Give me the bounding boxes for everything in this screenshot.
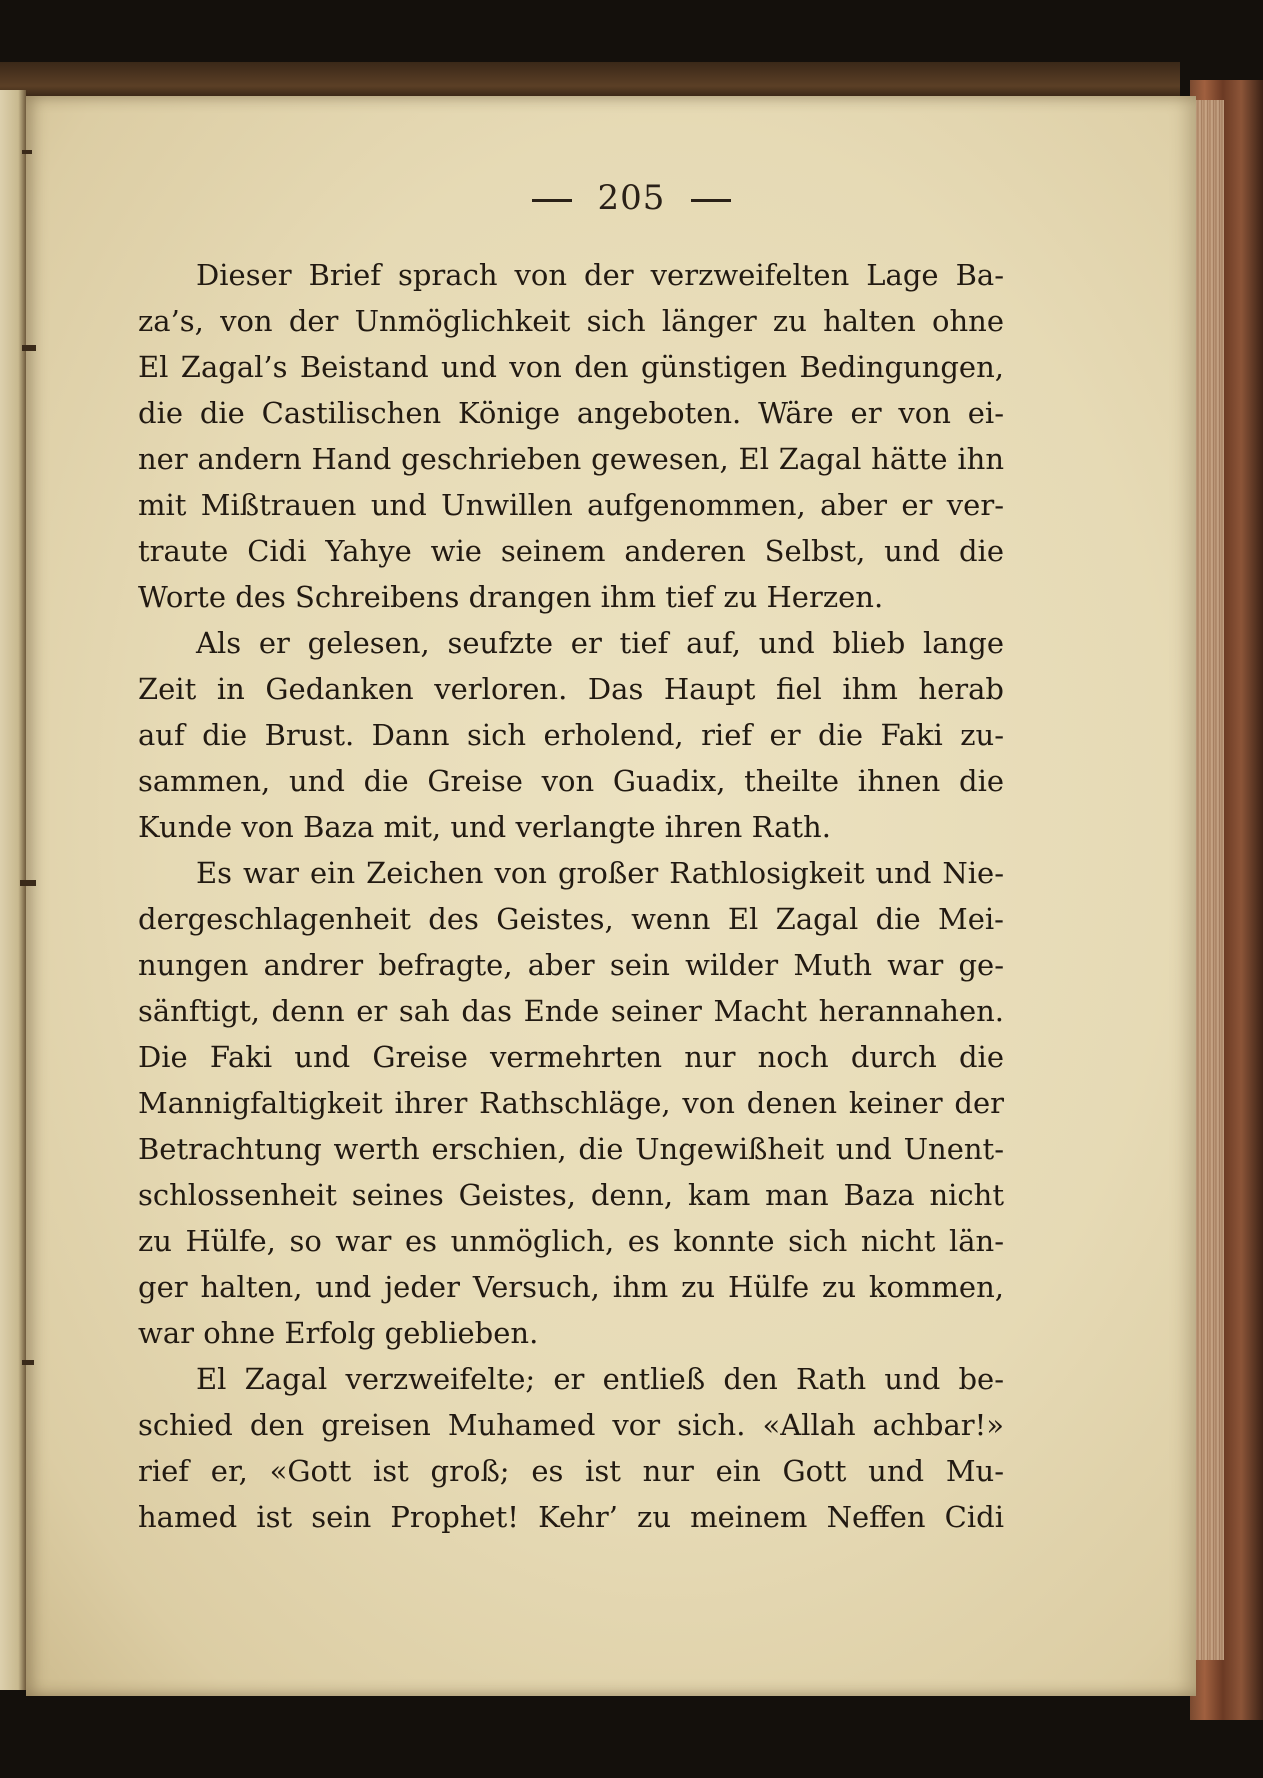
page-edges	[1196, 100, 1224, 1660]
text-line: auf die Brust. Dann sich erholend, rief er die Faki zu-	[138, 718, 1004, 752]
text-line: sammen, und die Greise von Guadix, theilte ihnen die	[138, 764, 1004, 798]
text-line: za’s, von der Unmöglichkeit sich länger zu halten ohne	[138, 304, 1004, 338]
text-line: mit Mißtrauen und Unwillen aufgenommen, aber er ver-	[138, 488, 1004, 522]
body-text	[138, 252, 1004, 1540]
margin-mark	[20, 880, 36, 886]
page-header	[0, 178, 1263, 218]
text-line: rief er, «Gott ist groß; es ist nur ein Gott und Mu-	[138, 1454, 1004, 1488]
text-line: traute Cidi Yahye wie seinem anderen Selbst, und die	[138, 534, 1004, 568]
text-line: Zeit in Gedanken verloren. Das Haupt fiel ihm herab	[138, 672, 1004, 706]
text-line: war ohne Erfolg geblieben.	[138, 1316, 539, 1350]
page-number: 205	[597, 178, 666, 218]
text-line: nungen andrer befragte, aber sein wilder Muth war ge-	[138, 948, 1004, 982]
margin-mark	[22, 345, 36, 351]
text-line: dergeschlagenheit des Geistes, wenn El Zagal die Mei-	[138, 902, 1004, 936]
text-line: Die Faki und Greise vermehrten nur noch durch die	[138, 1040, 1004, 1074]
text-line: Dieser Brief sprach von der verzweifelten Lage Ba-	[196, 258, 1004, 292]
text-line: Kunde von Baza mit, und verlangte ihren Rath.	[138, 810, 831, 844]
header-dash-left	[532, 199, 572, 202]
text-line: schlossenheit seines Geistes, denn, kam man Baza nicht	[138, 1178, 1004, 1212]
text-line: zu Hülfe, so war es unmöglich, es konnte sich nicht län-	[138, 1224, 1004, 1258]
previous-page-edge	[0, 90, 26, 1690]
text-line: Worte des Schreibens drangen ihm tief zu Herzen.	[138, 580, 884, 614]
text-line: Betrachtung werth erschien, die Ungewißheit und Unent-	[138, 1132, 1004, 1166]
text-line: ner andern Hand geschrieben gewesen, El Zagal hätte ihn	[138, 442, 1004, 476]
text-line: ger halten, und jeder Versuch, ihm zu Hülfe zu kommen,	[138, 1270, 1004, 1304]
text-line: Als er gelesen, seufzte er tief auf, und blieb lange	[196, 626, 1004, 660]
text-line: El Zagal verzweifelte; er entließ den Rath und be-	[196, 1362, 1004, 1396]
text-line: hamed ist sein Prophet! Kehr’ zu meinem Neffen Cidi	[138, 1500, 1004, 1534]
header-dash-right	[691, 199, 731, 202]
text-line: El Zagal’s Beistand und von den günstigen Bedingungen,	[138, 350, 1004, 384]
text-line: Es war ein Zeichen von großer Rathlosigkeit und Nie-	[196, 856, 1004, 890]
margin-mark	[22, 1360, 34, 1365]
text-line: die die Castilischen Könige angeboten. Wäre er von ei-	[138, 396, 1004, 430]
text-line: schied den greisen Muhamed vor sich. «Allah achbar!»	[138, 1408, 1004, 1442]
margin-mark	[22, 150, 32, 154]
text-line: Mannigfaltigkeit ihrer Rathschläge, von denen keiner der	[138, 1086, 1004, 1120]
text-line: sänftigt, denn er sah das Ende seiner Macht herannahen.	[138, 994, 1004, 1028]
